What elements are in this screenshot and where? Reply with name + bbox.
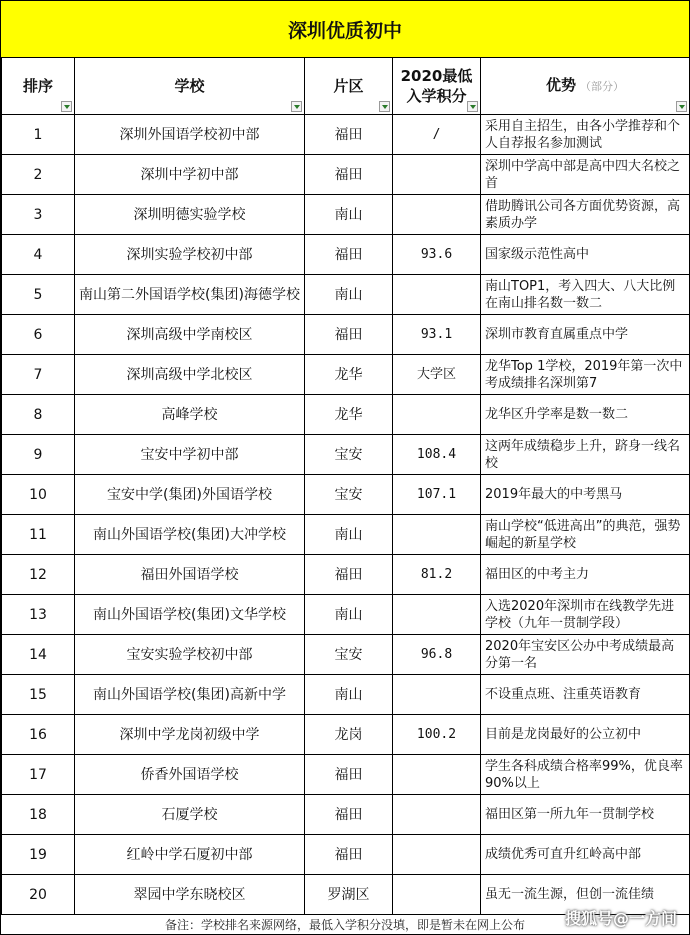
rank-cell: 12 xyxy=(2,555,75,595)
district-cell: 福田 xyxy=(305,155,393,195)
district-cell: 福田 xyxy=(305,115,393,155)
rank-cell: 14 xyxy=(2,635,75,675)
district-cell: 宝安 xyxy=(305,435,393,475)
table-row xyxy=(2,195,690,235)
table-row xyxy=(2,515,690,555)
advantage-cell: 这两年成绩稳步上升，跻身一线名校 xyxy=(481,435,690,475)
score-cell xyxy=(393,795,481,835)
school-cell: 深圳外国语学校初中部 xyxy=(75,115,305,155)
score-cell xyxy=(393,195,481,235)
table-row xyxy=(2,595,690,635)
header-advantage xyxy=(481,58,690,115)
header-row xyxy=(2,58,690,115)
school-cell: 南山外国语学校(集团)高新中学 xyxy=(75,675,305,715)
score-cell xyxy=(393,515,481,555)
advantage-cell: 入选2020年深圳市在线教学先进学校（九年一贯制学段） xyxy=(481,595,690,635)
advantage-cell: 南山学校“低进高出”的典范，强势崛起的新星学校 xyxy=(481,515,690,555)
filter-dropdown-icon[interactable] xyxy=(676,101,687,112)
score-cell: 108.4 xyxy=(393,435,481,475)
district-cell: 南山 xyxy=(305,595,393,635)
rank-cell: 2 xyxy=(2,155,75,195)
school-cell: 宝安中学初中部 xyxy=(75,435,305,475)
school-cell: 深圳中学初中部 xyxy=(75,155,305,195)
score-cell xyxy=(393,155,481,195)
rank-cell: 7 xyxy=(2,355,75,395)
rank-cell: 17 xyxy=(2,755,75,795)
score-cell: 大学区 xyxy=(393,355,481,395)
rank-cell: 10 xyxy=(2,475,75,515)
filter-dropdown-icon[interactable] xyxy=(291,101,302,112)
school-cell: 深圳实验学校初中部 xyxy=(75,235,305,275)
advantage-cell: 虽无一流生源，但创一流佳绩 xyxy=(481,875,690,915)
filter-dropdown-icon[interactable] xyxy=(379,101,390,112)
school-cell: 福田外国语学校 xyxy=(75,555,305,595)
score-cell xyxy=(393,875,481,915)
district-cell: 南山 xyxy=(305,275,393,315)
table-row xyxy=(2,835,690,875)
advantage-cell: 2020年宝安区公办中考成绩最高分第一名 xyxy=(481,635,690,675)
school-cell: 南山第二外国语学校(集团)海德学校 xyxy=(75,275,305,315)
advantage-cell: 龙华Top 1学校，2019年第一次中考成绩排名深圳第7 xyxy=(481,355,690,395)
table-row xyxy=(2,555,690,595)
schools-table xyxy=(1,57,690,915)
district-cell: 福田 xyxy=(305,235,393,275)
school-cell: 深圳高级中学北校区 xyxy=(75,355,305,395)
table-row xyxy=(2,475,690,515)
table-row xyxy=(2,315,690,355)
school-cell: 宝安实验学校初中部 xyxy=(75,635,305,675)
school-cell: 南山外国语学校(集团)文华学校 xyxy=(75,595,305,635)
filter-dropdown-icon[interactable] xyxy=(61,101,72,112)
advantage-cell: 不设重点班、注重英语教育 xyxy=(481,675,690,715)
rank-cell: 11 xyxy=(2,515,75,555)
table-row xyxy=(2,635,690,675)
school-cell: 石厦学校 xyxy=(75,795,305,835)
footnote: 备注：学校排名来源网络，最低入学积分没填，即是暂未在网上公布 xyxy=(164,918,525,932)
score-cell: 100.2 xyxy=(393,715,481,755)
district-cell: 福田 xyxy=(305,835,393,875)
school-cell: 红岭中学石厦初中部 xyxy=(75,835,305,875)
school-cell: 侨香外国语学校 xyxy=(75,755,305,795)
score-cell: 93.6 xyxy=(393,235,481,275)
table-row xyxy=(2,715,690,755)
rank-cell: 13 xyxy=(2,595,75,635)
score-cell xyxy=(393,675,481,715)
header-school-label: 学校 xyxy=(174,77,205,95)
advantage-cell: 福田区的中考主力 xyxy=(481,555,690,595)
score-cell xyxy=(393,275,481,315)
header-score-line1: 2020最低 xyxy=(400,67,473,85)
table-title: 深圳优质初中 xyxy=(1,1,689,58)
rank-cell: 8 xyxy=(2,395,75,435)
advantage-cell: 目前是龙岗最好的公立初中 xyxy=(481,715,690,755)
rank-cell: 1 xyxy=(2,115,75,155)
school-cell: 宝安中学(集团)外国语学校 xyxy=(75,475,305,515)
district-cell: 福田 xyxy=(305,795,393,835)
score-cell xyxy=(393,395,481,435)
school-cell: 深圳中学龙岗初级中学 xyxy=(75,715,305,755)
score-cell: 81.2 xyxy=(393,555,481,595)
school-cell: 深圳高级中学南校区 xyxy=(75,315,305,355)
district-cell: 南山 xyxy=(305,515,393,555)
rank-cell: 16 xyxy=(2,715,75,755)
district-cell: 宝安 xyxy=(305,475,393,515)
table-row xyxy=(2,675,690,715)
table-row xyxy=(2,155,690,195)
score-cell xyxy=(393,835,481,875)
district-cell: 罗湖区 xyxy=(305,875,393,915)
school-cell: 翠园中学东晓校区 xyxy=(75,875,305,915)
header-advantage-label: 优势 xyxy=(545,76,576,94)
advantage-cell: 借助腾讯公司各方面优势资源，高素质办学 xyxy=(481,195,690,235)
rank-cell: 3 xyxy=(2,195,75,235)
school-cell: 南山外国语学校(集团)大冲学校 xyxy=(75,515,305,555)
rank-cell: 4 xyxy=(2,235,75,275)
advantage-cell: 深圳中学高中部是高中四大名校之首 xyxy=(481,155,690,195)
district-cell: 宝安 xyxy=(305,635,393,675)
advantage-cell: 2019年最大的中考黑马 xyxy=(481,475,690,515)
header-school xyxy=(75,58,305,115)
school-cell: 深圳明德实验学校 xyxy=(75,195,305,235)
rank-cell: 5 xyxy=(2,275,75,315)
header-advantage-note: （部分） xyxy=(580,80,624,93)
table-row xyxy=(2,395,690,435)
district-cell: 福田 xyxy=(305,555,393,595)
header-score xyxy=(393,58,481,115)
advantage-cell: 国家级示范性高中 xyxy=(481,235,690,275)
score-cell xyxy=(393,595,481,635)
filter-dropdown-icon[interactable] xyxy=(467,101,478,112)
advantage-cell: 成绩优秀可直升红岭高中部 xyxy=(481,835,690,875)
watermark: 搜狐号@一方间 xyxy=(564,909,677,928)
advantage-cell: 南山TOP1，考入四大、八大比例在南山排名数一数二 xyxy=(481,275,690,315)
header-district-label: 片区 xyxy=(333,77,364,95)
advantage-cell: 龙华区升学率是数一数二 xyxy=(481,395,690,435)
rank-cell: 19 xyxy=(2,835,75,875)
advantage-cell: 福田区第一所九年一贯制学校 xyxy=(481,795,690,835)
score-cell xyxy=(393,755,481,795)
district-cell: 福田 xyxy=(305,755,393,795)
district-cell: 南山 xyxy=(305,675,393,715)
advantage-cell: 深圳市教育直属重点中学 xyxy=(481,315,690,355)
header-district xyxy=(305,58,393,115)
table-row xyxy=(2,275,690,315)
advantage-cell: 采用自主招生，由各小学推荐和个人自荐报名参加测试 xyxy=(481,115,690,155)
header-rank-label: 排序 xyxy=(22,77,53,95)
header-rank xyxy=(2,58,75,115)
district-cell: 南山 xyxy=(305,195,393,235)
score-cell: 96.8 xyxy=(393,635,481,675)
rank-cell: 15 xyxy=(2,675,75,715)
score-cell: 93.1 xyxy=(393,315,481,355)
table-row xyxy=(2,795,690,835)
score-cell: / xyxy=(393,115,481,155)
district-cell: 龙华 xyxy=(305,355,393,395)
table-row xyxy=(2,435,690,475)
header-score-line2: 入学积分 xyxy=(406,87,467,105)
score-cell: 107.1 xyxy=(393,475,481,515)
table-row xyxy=(2,235,690,275)
school-cell: 高峰学校 xyxy=(75,395,305,435)
district-cell: 龙岗 xyxy=(305,715,393,755)
table-row xyxy=(2,115,690,155)
table-row xyxy=(2,355,690,395)
district-cell: 龙华 xyxy=(305,395,393,435)
rank-cell: 9 xyxy=(2,435,75,475)
rank-cell: 18 xyxy=(2,795,75,835)
district-cell: 福田 xyxy=(305,315,393,355)
advantage-cell: 学生各科成绩合格率99%，优良率90%以上 xyxy=(481,755,690,795)
rank-cell: 20 xyxy=(2,875,75,915)
rank-cell: 6 xyxy=(2,315,75,355)
table-row xyxy=(2,755,690,795)
